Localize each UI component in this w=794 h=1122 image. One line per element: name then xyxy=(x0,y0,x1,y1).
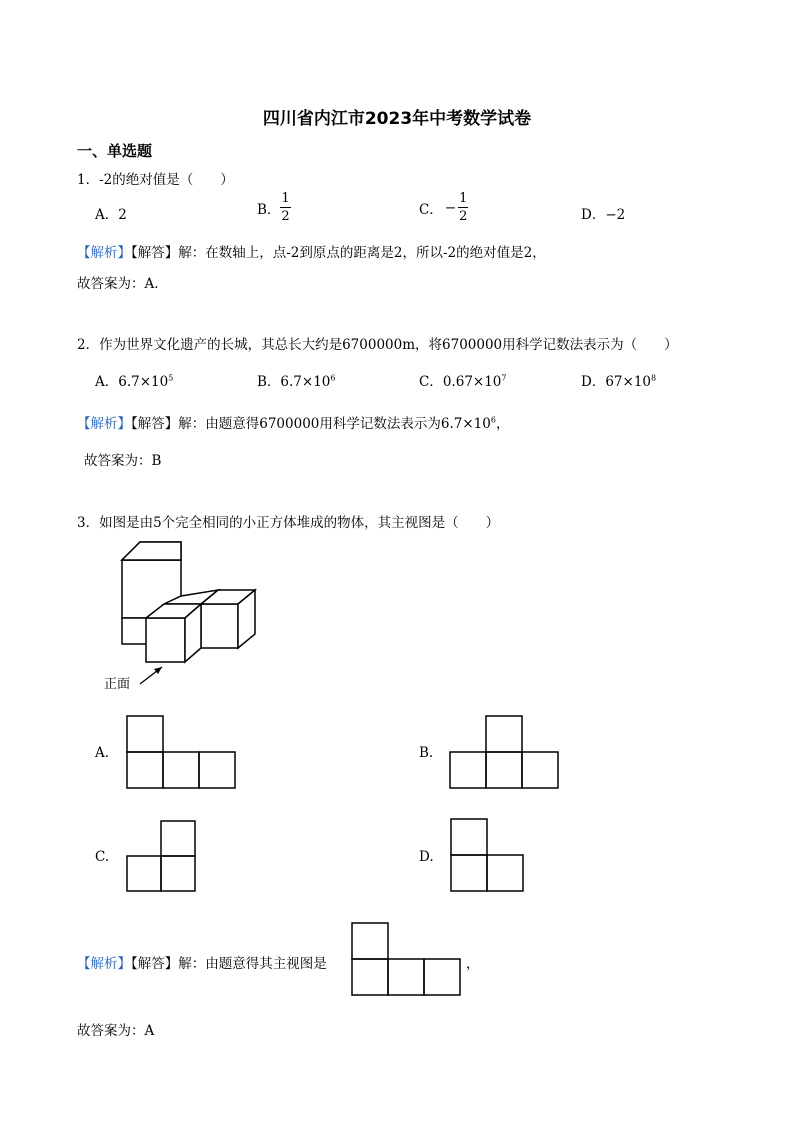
q3-figure-label: 正面 xyxy=(104,677,131,692)
section-heading: 一、单选题 xyxy=(77,142,153,160)
q1-analysis-tag: 【解析】 xyxy=(77,245,131,261)
q2-option-d xyxy=(581,370,656,390)
q3-stem: 3．如图是由5个完全相同的小正方体堆成的物体，其主视图是（ ） xyxy=(77,515,500,531)
q1-option-c-denominator: 2 xyxy=(459,209,468,224)
q3-option-a-figure xyxy=(126,715,237,789)
q3-option-a-label: A. xyxy=(95,745,110,761)
q2-answer: 故答案为：B xyxy=(84,453,162,469)
q1-option-c-sign: − xyxy=(444,199,457,216)
q2-stem: 2．作为世界文化遗产的长城，其总长大约是6700000m，将6700000用科学记数法表示为（ ） xyxy=(77,337,678,353)
q2-analysis-tail: ， xyxy=(495,416,510,432)
q3-analysis-tail: ， xyxy=(466,956,480,972)
q3-option-c-label: C. xyxy=(95,849,110,865)
q2-option-a-base: 6.7×10 xyxy=(118,374,169,390)
q2-option-a-label: A． xyxy=(95,374,119,390)
q2-option-d-base: 67×10 xyxy=(605,374,651,390)
q1-option-b xyxy=(257,192,291,223)
q2-analysis-math-base: 6.7×10 xyxy=(440,416,491,432)
q2-option-c-exponent: 7 xyxy=(501,373,507,383)
q2-option-b-base: 6.7×10 xyxy=(280,374,331,390)
q1-analysis-body: 【解答】解：在数轴上，点-2到原点的距离是2，所以-2的绝对值是2， xyxy=(131,245,546,261)
q3-option-d-label: D. xyxy=(419,849,434,865)
q1-analysis xyxy=(77,241,546,261)
q2-analysis-math-exponent: 6 xyxy=(490,415,496,425)
q3-analysis-figure xyxy=(351,922,463,996)
q1-stem: 1．-2的绝对值是（ ） xyxy=(77,172,234,188)
q1-option-c-fraction xyxy=(458,192,468,223)
q3-analysis-tag: 【解析】 xyxy=(77,956,131,972)
q2-option-b xyxy=(257,370,335,390)
q3-option-b-label: B. xyxy=(419,745,434,761)
q1-option-b-numerator: 1 xyxy=(281,191,290,206)
q3-option-b-figure xyxy=(449,715,560,789)
q1-option-c-numerator: 1 xyxy=(459,191,468,206)
page-title: 四川省内江市2023年中考数学试卷 xyxy=(262,109,532,129)
q2-option-a-exponent: 5 xyxy=(168,373,174,383)
q2-option-c-label: C． xyxy=(419,374,443,390)
q2-option-d-exponent: 8 xyxy=(651,373,657,383)
q1-option-d: D．−2 xyxy=(581,207,626,223)
q3-analysis-body: 【解答】解：由题意得其主视图是 xyxy=(131,956,327,972)
q2-option-c-base: 0.67×10 xyxy=(442,374,502,390)
q3-analysis xyxy=(77,952,327,972)
q3-answer: 故答案为：A xyxy=(77,1023,155,1039)
q1-option-b-denominator: 2 xyxy=(281,209,290,224)
q2-option-b-label: B． xyxy=(257,374,281,390)
q2-option-c xyxy=(419,370,507,390)
q2-analysis-tag: 【解析】 xyxy=(77,416,131,432)
q3-option-c-figure xyxy=(126,820,201,894)
q1-option-b-fraction xyxy=(280,192,290,223)
q2-option-d-label: D． xyxy=(581,374,606,390)
q2-option-b-exponent: 6 xyxy=(330,373,336,383)
q1-option-c-label: C． xyxy=(419,201,443,218)
cube-back-right-front xyxy=(201,604,238,648)
q2-option-a xyxy=(95,370,173,390)
q3-option-d-figure xyxy=(450,818,526,894)
q3-cube-figure xyxy=(100,538,260,693)
q1-answer: 故答案为：A. xyxy=(77,276,159,292)
q1-option-a: A．2 xyxy=(95,207,127,223)
q1-option-b-label: B． xyxy=(257,201,281,218)
cube-front-front xyxy=(146,618,185,662)
q1-option-c xyxy=(419,192,468,223)
q2-analysis-body: 【解答】解：由题意得6700000用科学记数法表示为 xyxy=(131,416,441,432)
q2-analysis xyxy=(77,412,509,432)
